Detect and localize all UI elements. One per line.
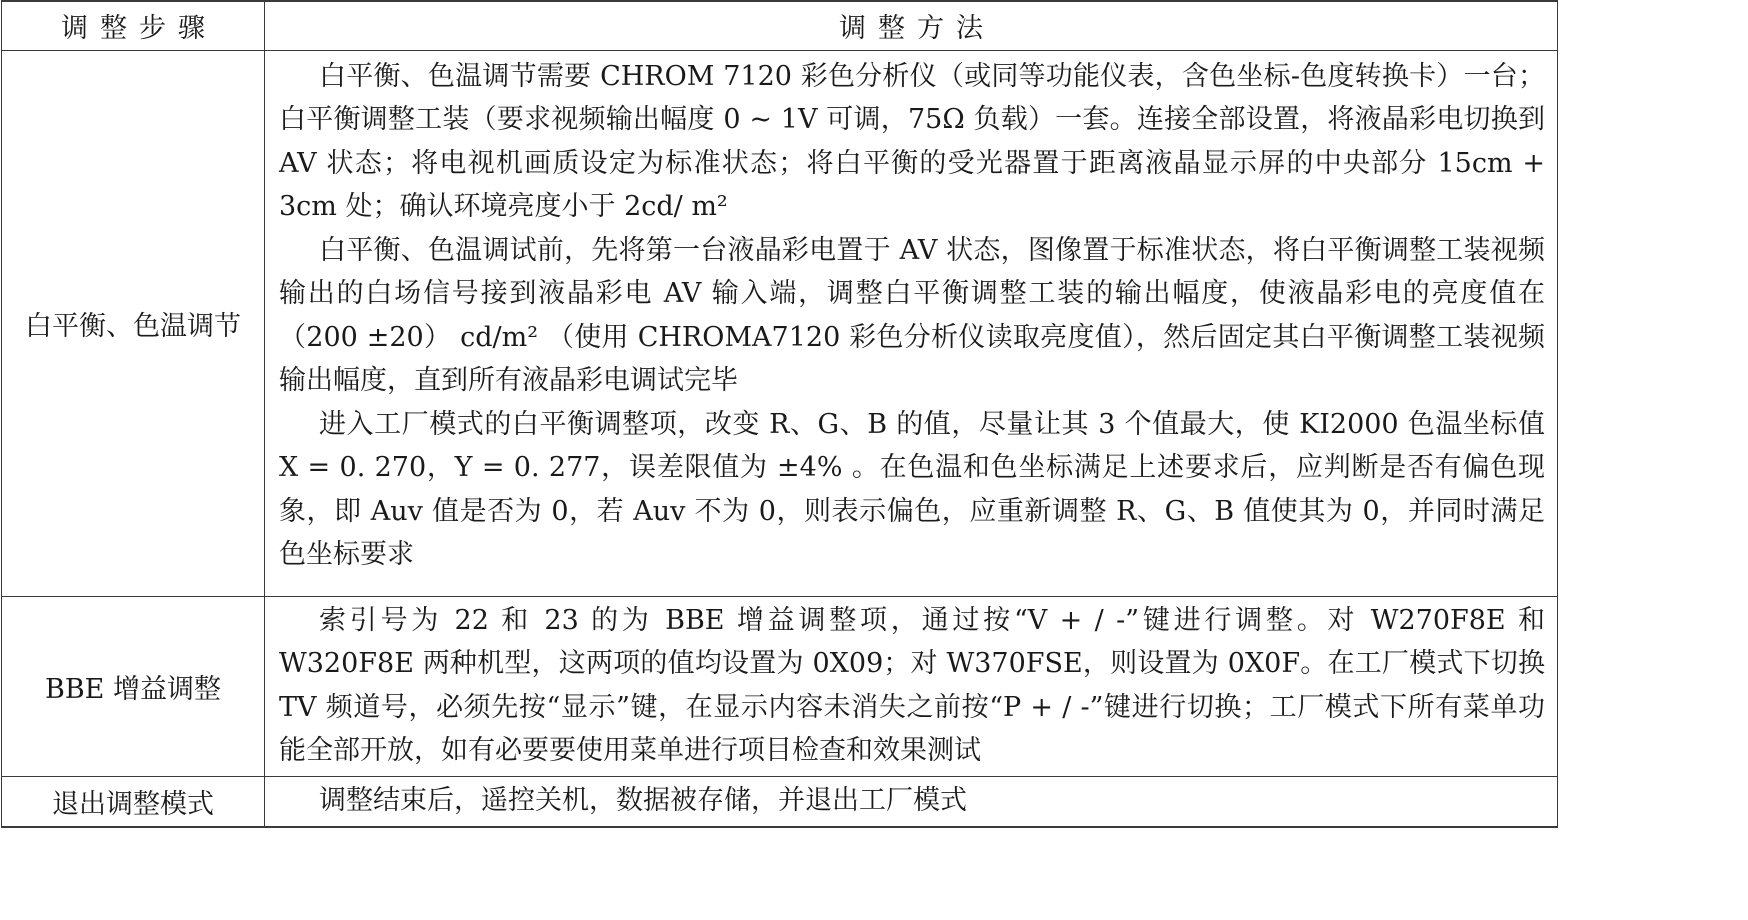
header-row bbox=[2, 1, 1558, 50]
method-paragraph: 索引号为 22 和 23 的为 BBE 增益调整项，通过按“V + / -”键进行调整。对 W270F8E 和 W320F8E 两种机型，这两项的值均设置为 0X09；对 W370FSE，则设置为 0X0F。在工厂模式下切换 TV 频道号，必须先按“显示”键，在显示内容未消失之前按“P + / -”键进行切换；工厂模式下所有菜单功能全部开放，如有必要要使用菜单进行项目检查和效果测试 bbox=[279, 604, 1545, 766]
adjustment-table bbox=[1, 0, 1558, 828]
method-cell bbox=[265, 50, 1558, 596]
method-paragraph: 白平衡、色温调试前，先将第一台液晶彩电置于 AV 状态，图像置于标准状态，将白平衡调整工装视频输出的白场信号接到液晶彩电 AV 输入端，调整白平衡调整工装的输出幅度，使液晶彩电的亮度值在（200 ±20） cd/m² （使用 CHROMA7120 彩色分析仪读取亮度值），然后固定其白平衡调整工装视频输出幅度，直到所有液晶彩电调试完毕 bbox=[279, 234, 1545, 396]
header-method: 调整方法 bbox=[265, 1, 1558, 50]
table-row bbox=[2, 776, 1558, 827]
method-paragraph: 进入工厂模式的白平衡调整项，改变 R、G、B 的值，尽量让其 3 个值最大，使 KI2000 色温坐标值 X = 0. 270，Y = 0. 277，误差限值为 ±4% 。在色温和色坐标满足上述要求后，应判断是否有偏色现象，即 Auv 值是否为 0，若 Auv 不为 0，则表示偏色，应重新调整 R、G、B 值使其为 0，并同时满足色坐标要求 bbox=[279, 408, 1545, 570]
method-paragraph: 白平衡、色温调节需要 CHROM 7120 彩色分析仪（或同等功能仪表，含色坐标-色度转换卡）一台；白平衡调整工装（要求视频输出幅度 0 ~ 1V 可调，75Ω 负载）一套。连接全部设置，将液晶彩电切换到 AV 状态；将电视机画质设定为标准状态；将白平衡的受光器置于距离液晶显示屏的中央部分 15cm + 3cm 处；确认环境亮度小于 2cd/ m² bbox=[279, 60, 1545, 222]
table-row bbox=[2, 50, 1558, 596]
method-cell bbox=[265, 596, 1558, 776]
method-cell bbox=[265, 776, 1558, 827]
method-paragraph: 调整结束后，遥控关机，数据被存储，并退出工厂模式 bbox=[319, 784, 967, 816]
step-cell: 白平衡、色温调节 bbox=[2, 50, 265, 596]
step-cell: BBE 增益调整 bbox=[2, 596, 265, 776]
table-row bbox=[2, 596, 1558, 776]
header-step: 调整步骤 bbox=[2, 1, 265, 50]
step-cell: 退出调整模式 bbox=[2, 776, 265, 827]
